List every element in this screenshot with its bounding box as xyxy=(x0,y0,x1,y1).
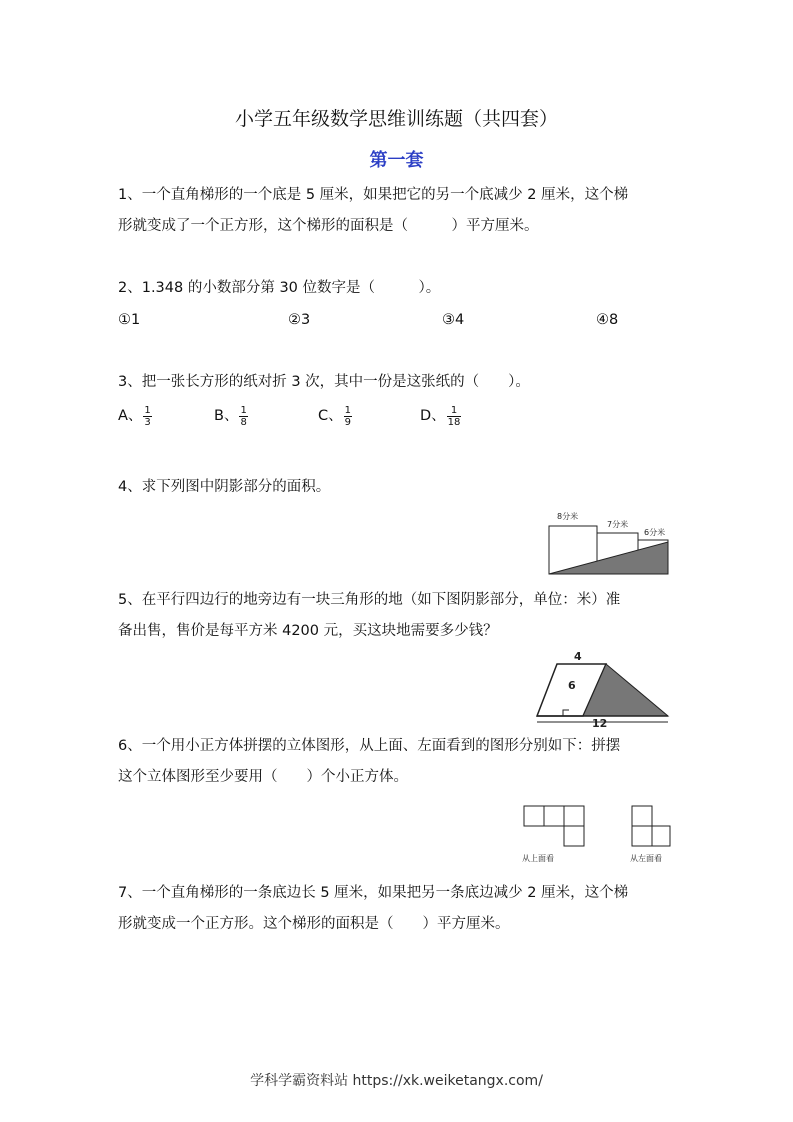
left-view-cell xyxy=(652,826,670,846)
fraction: $\frac{1}{18}$ xyxy=(447,404,461,428)
question-1 xyxy=(118,180,678,242)
question-3-option-c xyxy=(318,404,352,428)
question-1-line-2: 形就变成了一个正方形，这个梯形的面积是（ ）平方厘米。 xyxy=(118,218,539,234)
question-7 xyxy=(118,878,678,940)
label-top-view: 从上面看 xyxy=(522,854,554,863)
option-prefix: B、 xyxy=(214,408,239,424)
question-2-option-4: ④8 xyxy=(596,312,619,328)
fraction: $\frac{1}{3}$ xyxy=(144,404,151,428)
question-3-option-a xyxy=(118,404,152,428)
left-view-cell xyxy=(632,826,652,846)
question-6 xyxy=(118,731,678,793)
top-view-cell xyxy=(564,826,584,846)
question-6-figure xyxy=(518,800,674,868)
label-7: 7分米 xyxy=(607,520,629,529)
question-2-option-1: ①1 xyxy=(118,312,141,328)
question-1-line-1: 1、一个直角梯形的一个底是 5 厘米，如果把它的另一个底减少 2 厘米，这个梯 xyxy=(118,187,629,203)
footer-watermark: 学科学霸资料站 https://xk.weiketangx.com/ xyxy=(250,1073,543,1089)
label-left-view: 从左面看 xyxy=(630,854,662,863)
question-5-figure xyxy=(530,648,672,730)
top-view-cell xyxy=(544,806,564,826)
question-7-line-2: 形就变成一个正方形。这个梯形的面积是（ ）平方厘米。 xyxy=(118,916,510,932)
fraction: $\frac{1}{8}$ xyxy=(240,404,247,428)
question-7-line-1: 7、一个直角梯形的一条底边长 5 厘米，如果把另一条底边减少 2 厘米，这个梯 xyxy=(118,885,629,901)
question-6-line-1: 6、一个用小正方体拼摆的立体图形，从上面、左面看到的图形分别如下：拼摆 xyxy=(118,738,621,754)
label-base: 12 xyxy=(592,717,608,730)
top-view-cell xyxy=(524,806,544,826)
top-view-cell xyxy=(564,806,584,826)
page-title: 小学五年级数学思维训练题（共四套） xyxy=(234,108,558,130)
set-heading: 第一套 xyxy=(369,150,424,171)
question-2-option-2: ②3 xyxy=(288,312,311,328)
question-3-option-b xyxy=(214,404,248,428)
question-5-line-2: 备出售，售价是每平方米 4200 元，买这块地需要多少钱？ xyxy=(118,623,498,639)
question-4: 4、求下列图中阴影部分的面积。 xyxy=(118,479,331,495)
question-4-figure xyxy=(545,506,673,578)
label-6: 6分米 xyxy=(644,528,666,537)
question-5-line-1: 5、在平行四边行的地旁边有一块三角形的地（如下图阴影部分，单位：米）准 xyxy=(118,592,621,608)
question-6-line-2: 这个立体图形至少要用（ ）个小正方体。 xyxy=(118,769,408,785)
option-prefix: A、 xyxy=(118,408,143,424)
question-5 xyxy=(118,585,678,647)
question-2-option-3: ③4 xyxy=(442,312,465,328)
option-prefix: C、 xyxy=(318,408,343,424)
option-prefix: D、 xyxy=(420,408,446,424)
fraction: $\frac{1}{9}$ xyxy=(344,404,351,428)
left-view-cell xyxy=(632,806,652,826)
question-2: 2、1.348 的小数部分第 30 位数字是（ ）。 xyxy=(118,280,441,296)
question-3-option-d xyxy=(420,404,461,428)
label-top: 4 xyxy=(574,650,582,663)
label-8: 8分米 xyxy=(557,512,579,521)
question-3: 3、把一张长方形的纸对折 3 次，其中一份是这张纸的（ ）。 xyxy=(118,374,530,390)
label-height: 6 xyxy=(568,679,576,692)
